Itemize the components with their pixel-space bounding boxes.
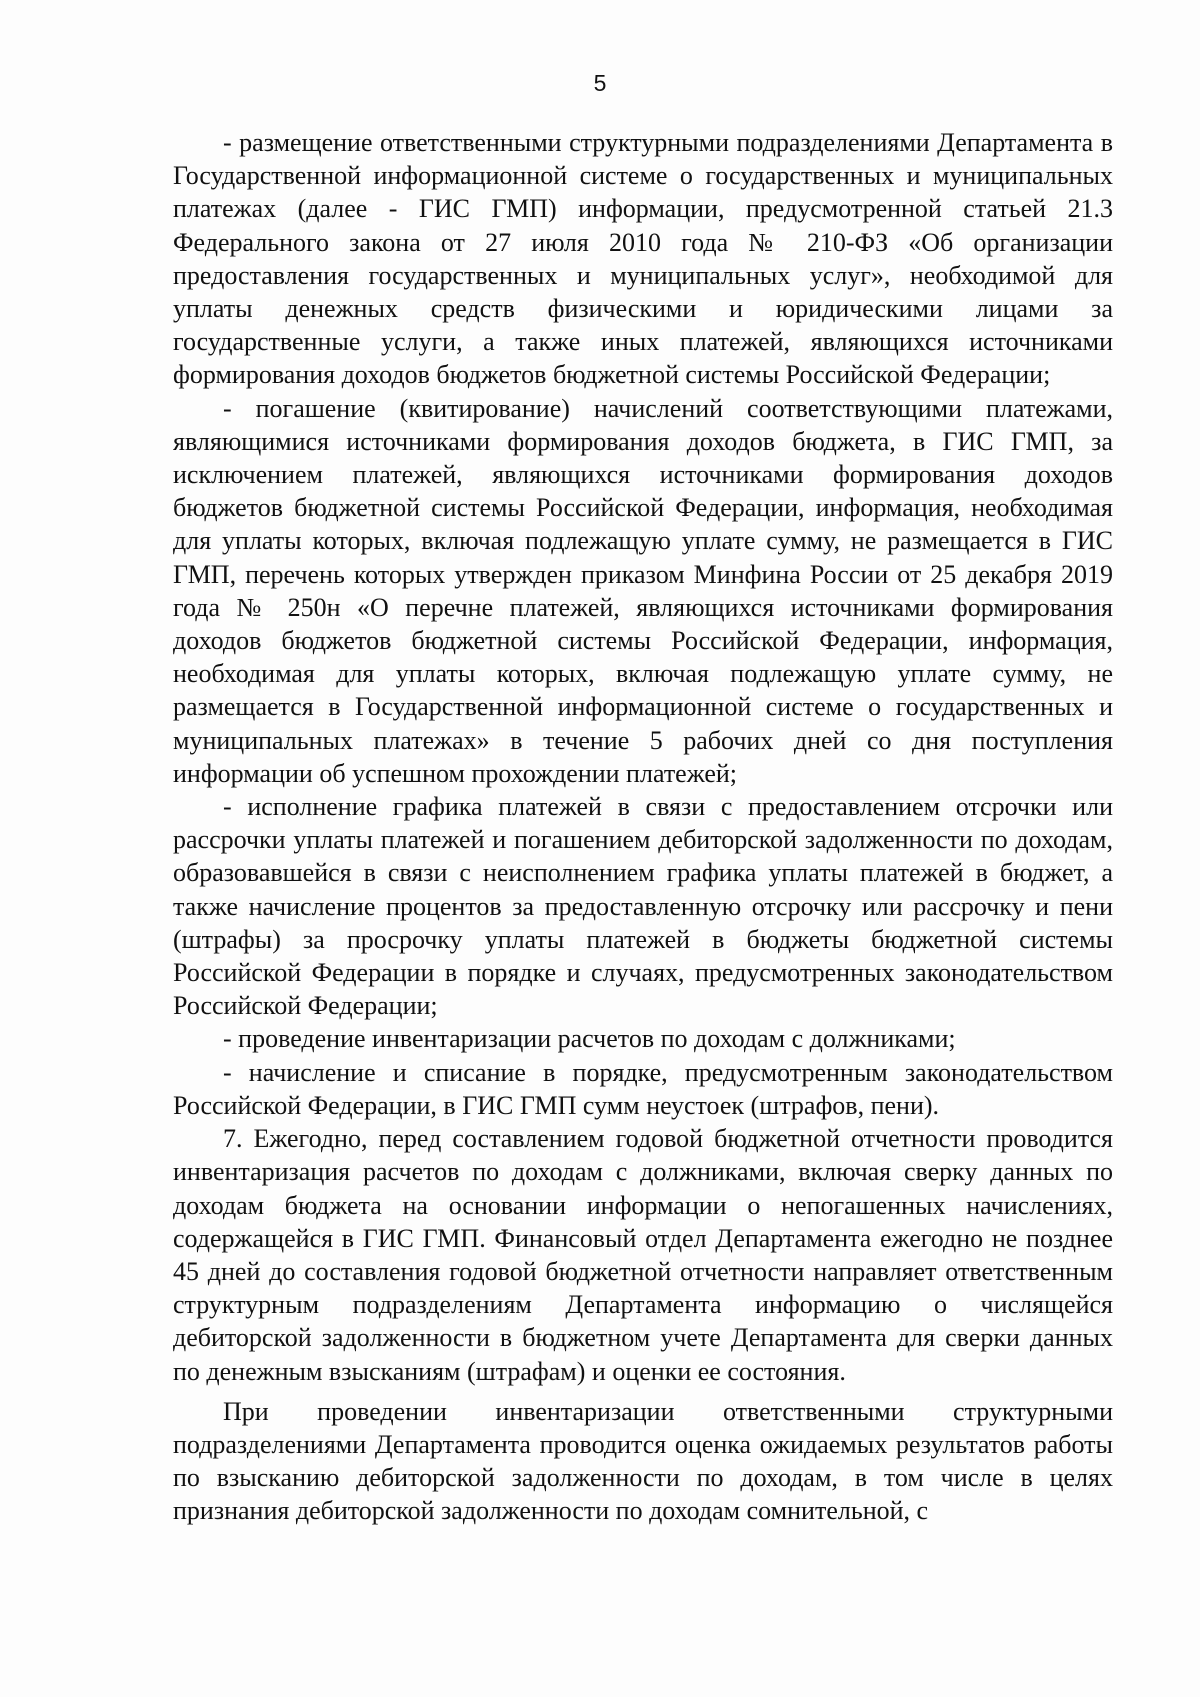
paragraph-payment-schedule: - исполнение графика платежей в связи с предоставлением отсрочки или рассрочки уплаты платежей и погашением дебиторской задолженности по доходам, образовавшейся в связи с неисполнением графика уплаты платежей в бюджет, а также начисление процентов за предоставленную отсрочку или рассрочку и пени (штрафы) за просрочку уплаты платежей в бюджеты бюджетной системы Российской Федерации в порядке и случаях, предусмотренных законодательством Российской Федерации; (173, 792, 1113, 1021)
paragraph-penalties: - начисление и списание в порядке, предусмотренным законодательством Российской Федерации, в ГИС ГМП сумм неустоек (штрафов, пени). (173, 1057, 1113, 1120)
page-number: 5 (593, 70, 607, 96)
paragraph-accrual-settlement: - погашение (квитирование) начислений соответствующими платежами, являющимися источниками формирования доходов бюджета, в ГИС ГМП, за исключением платежей, являющихся источниками формирования доходов бюджетов бюджетной системы Российской Федерации, информация, необходимая для уплаты которых, включая подлежащую уплате сумму, не размещается в ГИС ГМП, перечень которых утвержден приказом Минфина России от 25 декабря 2019 года № 250н «О перечне платежей, являющихся источниками формирования доходов бюджетов бюджетной системы Российской Федерации, информация, необходимая для уплаты которых, включая подлежащую уплате сумму, не размещается в Государственной информационной системе о государственных и муниципальных платежах» в течение 5 рабочих дней со дня поступления информации об успешном прохождении платежей; (173, 393, 1113, 788)
paragraph-gis-gmp-placement: - размещение ответственными структурными подразделениями Департамента в Государственной информационной системе о государственных и муниципальных платежах (далее - ГИС ГМП) информации, предусмотренной статьей 21.3 Федерального закона от 27 июля 2010 года № 210-ФЗ «Об организации предоставления государственных и муниципальных услуг», необходимой для уплаты денежных средств физическими и юридическими лицами за государственные услуги, а также иных платежей, являющихся источниками формирования доходов бюджетов бюджетной системы Российской Федерации; (173, 128, 1113, 390)
paragraph-item-7: 7. Ежегодно, перед составлением годовой бюджетной отчетности проводится инвентаризация расчетов по доходам с должниками, включая сверку данных по доходам бюджета на основании информации о непогашенных начислениях, содержащейся в ГИС ГМП. Финансовый отдел Департамента ежегодно не позднее 45 дней до составления годовой бюджетной отчетности направляет ответственным структурным подразделениям Департамента информацию о числящейся дебиторской задолженности в бюджетном учете Департамента для сверки данных по денежным взысканиям (штрафам) и оценки ее состояния. (173, 1124, 1113, 1386)
paragraph-inventory-assessment: При проведении инвентаризации ответственными структурными подразделениями Департамента проводится оценка ожидаемых результатов работы по взысканию дебиторской задолженности по доходам, в том числе в целях признания дебиторской задолженности по доходам сомнительной, с (173, 1396, 1113, 1526)
document-body (173, 126, 1113, 1528)
paragraph-inventory: - проведение инвентаризации расчетов по доходам с должниками; (223, 1024, 956, 1054)
